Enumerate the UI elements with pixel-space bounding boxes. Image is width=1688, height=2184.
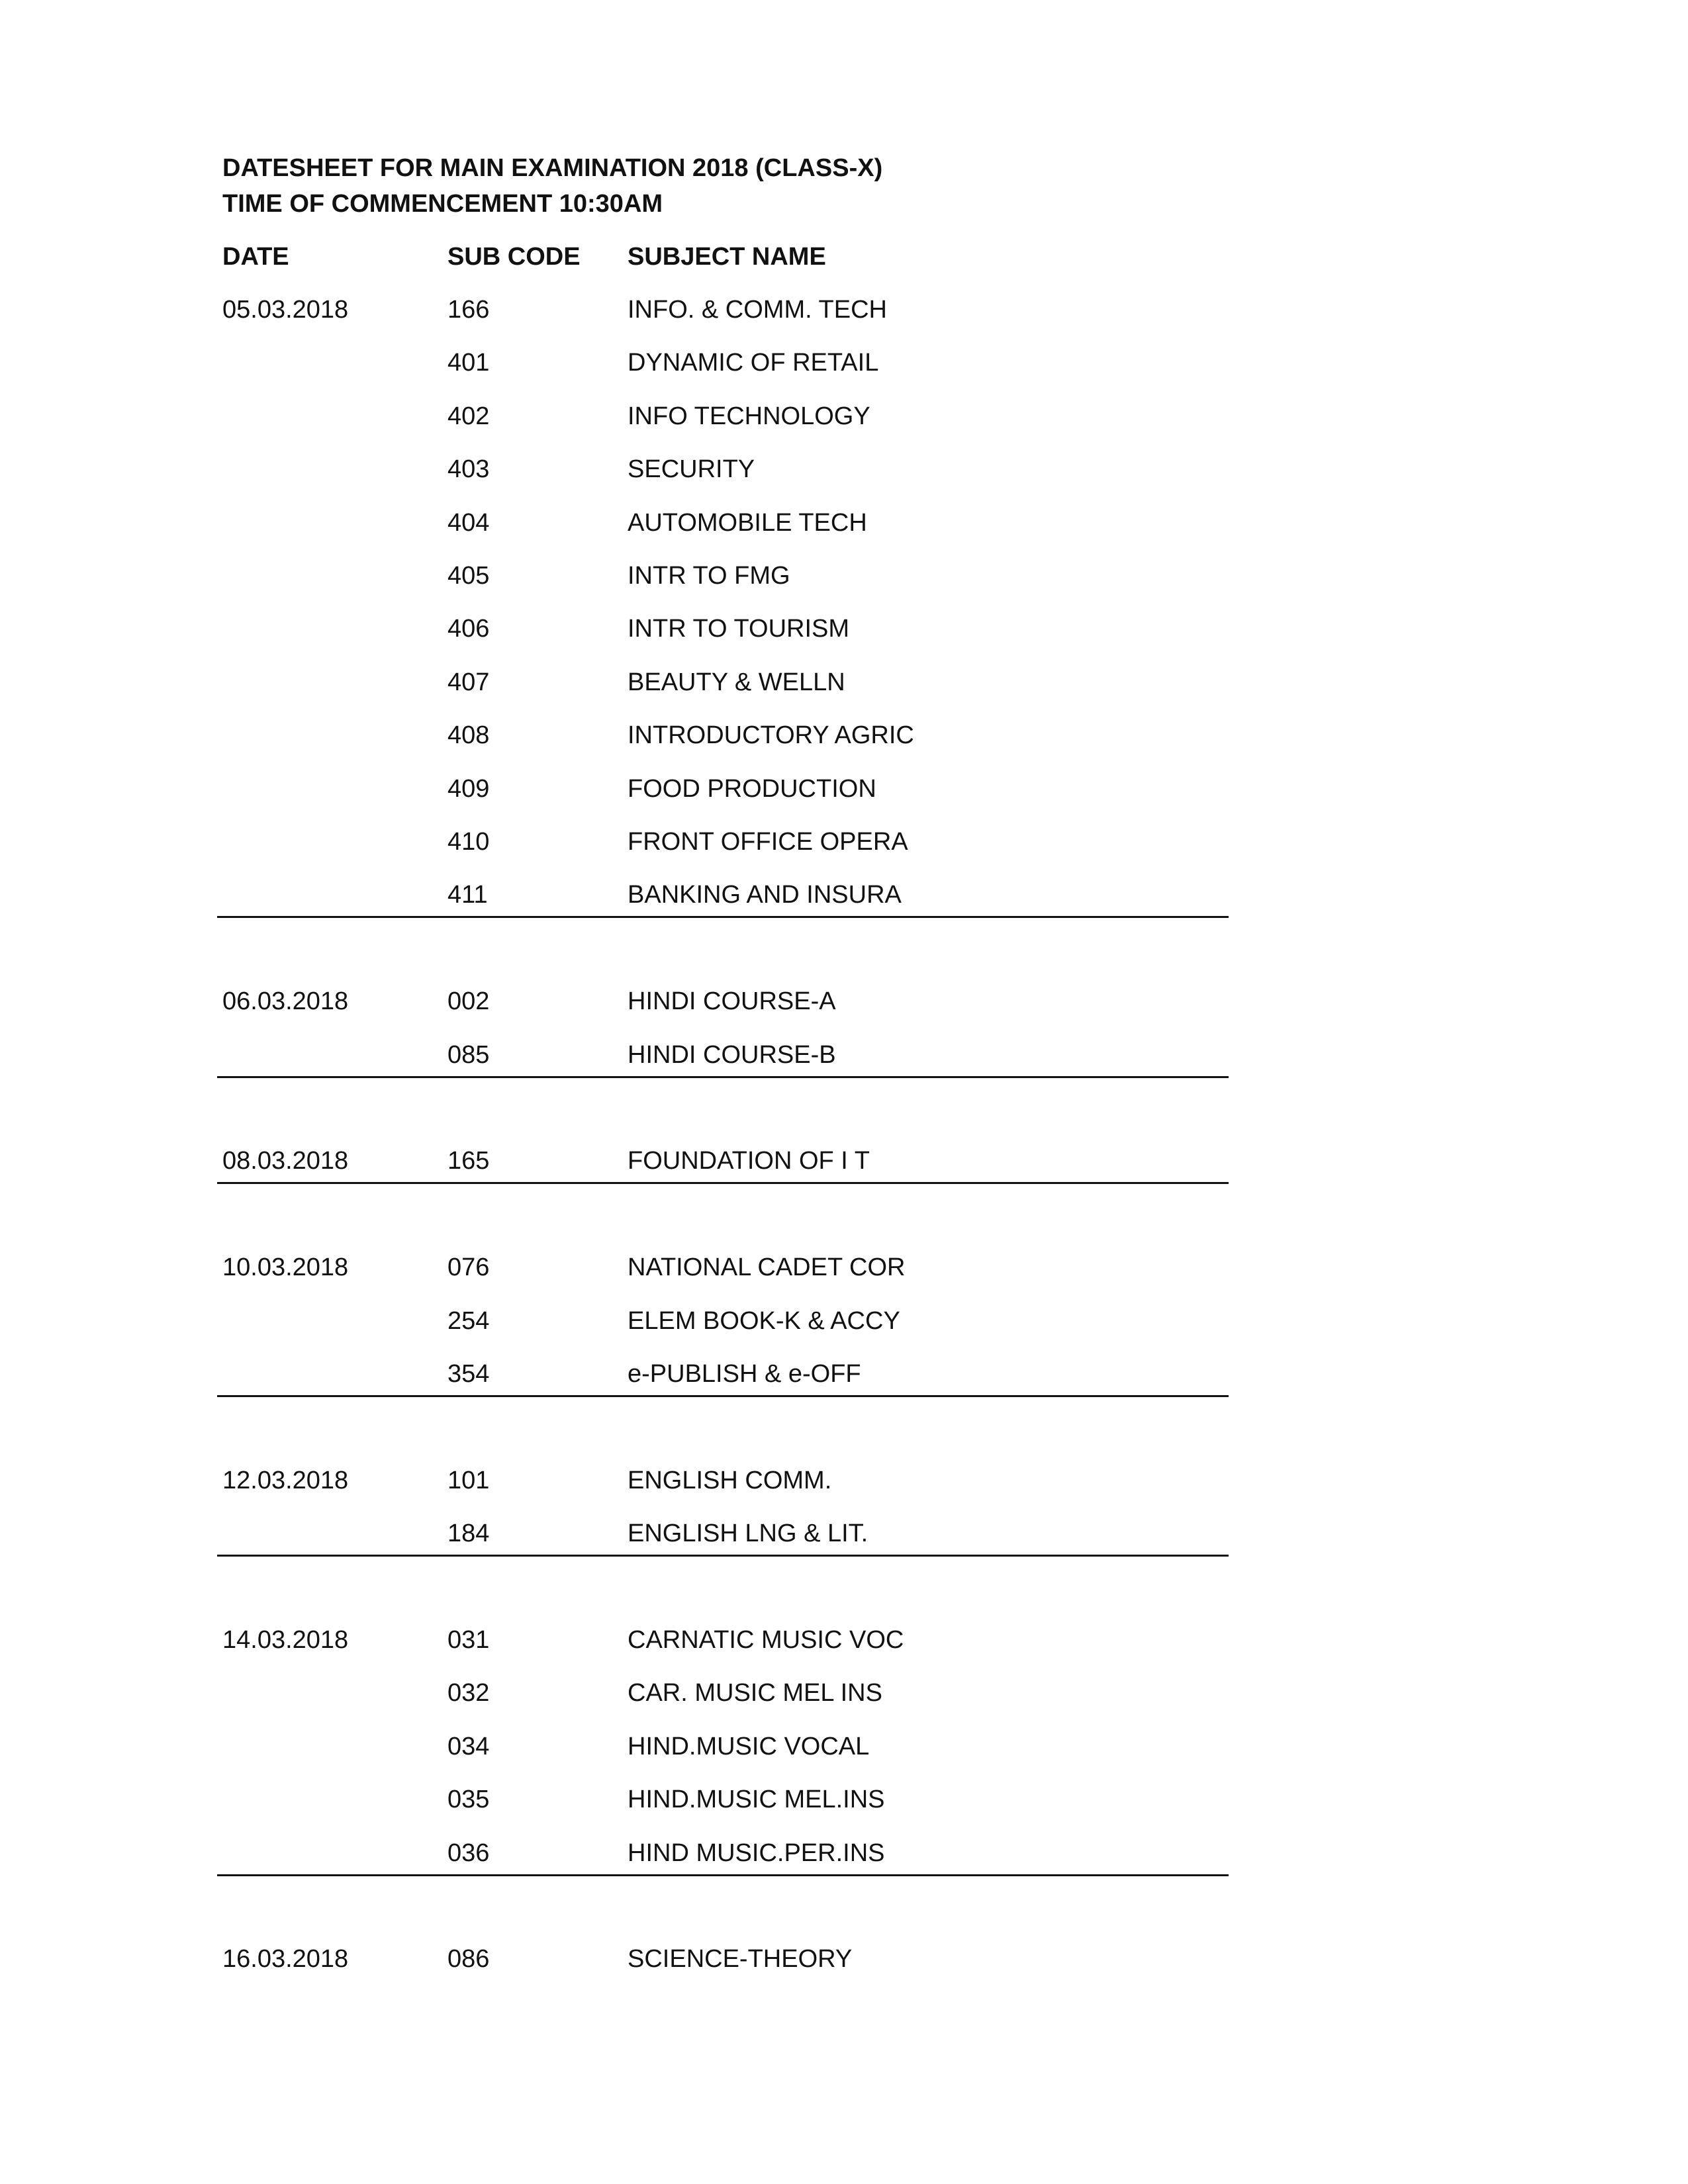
subject-name: CAR. MUSIC MEL INS (628, 1679, 882, 1707)
group-separator (217, 1076, 1229, 1078)
subject-code: 085 (447, 1040, 490, 1069)
header-sub-code: SUB CODE (447, 243, 581, 271)
subject-name: HINDI COURSE-B (628, 1040, 836, 1069)
subject-name: CARNATIC MUSIC VOC (628, 1626, 904, 1654)
subject-name: HINDI COURSE-A (628, 987, 836, 1016)
subject-code: 165 (447, 1147, 490, 1175)
subject-code: 101 (447, 1466, 490, 1494)
subject-code: 031 (447, 1626, 490, 1654)
group-separator (217, 1182, 1229, 1184)
subject-code: 410 (447, 828, 490, 856)
subject-name: FOUNDATION OF I T (628, 1147, 870, 1175)
subject-code: 404 (447, 508, 490, 537)
subject-name: HIND MUSIC.PER.INS (628, 1839, 885, 1867)
exam-date: 12.03.2018 (222, 1466, 349, 1494)
exam-date: 10.03.2018 (222, 1253, 349, 1282)
header-date: DATE (222, 243, 289, 271)
subject-code: 406 (447, 615, 490, 643)
subject-name: SECURITY (628, 455, 755, 484)
subject-code: 409 (447, 774, 490, 803)
subject-code: 408 (447, 721, 490, 750)
exam-date: 16.03.2018 (222, 1945, 349, 1974)
subject-code: 184 (447, 1520, 490, 1548)
subject-name: INTRODUCTORY AGRIC (628, 721, 914, 750)
subject-name: ELEM BOOK-K & ACCY (628, 1306, 900, 1335)
subject-code: 411 (447, 881, 488, 909)
subject-name: INTR TO TOURISM (628, 615, 850, 643)
exam-date: 06.03.2018 (222, 987, 349, 1016)
subject-name: ENGLISH LNG & LIT. (628, 1520, 868, 1548)
subject-name: INTR TO FMG (628, 562, 790, 590)
group-separator (217, 916, 1229, 918)
subject-code: 401 (447, 349, 490, 377)
subject-name: BEAUTY & WELLN (628, 668, 845, 696)
subject-code: 032 (447, 1679, 490, 1707)
subject-name: ENGLISH COMM. (628, 1466, 832, 1494)
subject-code: 035 (447, 1786, 490, 1814)
subject-code: 402 (447, 402, 490, 430)
subject-name: INFO TECHNOLOGY (628, 402, 870, 430)
subject-name: FOOD PRODUCTION (628, 774, 876, 803)
exam-date: 05.03.2018 (222, 296, 349, 324)
subject-code: 354 (447, 1360, 490, 1388)
subject-code: 403 (447, 455, 490, 484)
group-separator (217, 1555, 1229, 1557)
subject-name: BANKING AND INSURA (628, 881, 902, 909)
subject-code: 036 (447, 1839, 490, 1867)
subject-name: DYNAMIC OF RETAIL (628, 349, 879, 377)
subject-name: FRONT OFFICE OPERA (628, 828, 908, 856)
subject-name: HIND.MUSIC VOCAL (628, 1732, 870, 1760)
subject-name: e-PUBLISH & e-OFF (628, 1360, 861, 1388)
subject-name: INFO. & COMM. TECH (628, 296, 887, 324)
subject-name: SCIENCE-THEORY (628, 1945, 853, 1974)
subject-code: 407 (447, 668, 490, 696)
group-separator (217, 1874, 1229, 1876)
subject-name: HIND.MUSIC MEL.INS (628, 1786, 885, 1814)
exam-date: 08.03.2018 (222, 1147, 349, 1175)
subject-code: 076 (447, 1253, 490, 1282)
subject-code: 254 (447, 1306, 490, 1335)
subject-name: NATIONAL CADET COR (628, 1253, 906, 1282)
document-title: DATESHEET FOR MAIN EXAMINATION 2018 (CLASS-X) (222, 154, 883, 182)
subject-code: 086 (447, 1945, 490, 1974)
subject-name: AUTOMOBILE TECH (628, 508, 867, 537)
subject-code: 166 (447, 296, 490, 324)
group-separator (217, 1395, 1229, 1397)
commencement-time: TIME OF COMMENCEMENT 10:30AM (222, 190, 663, 218)
subject-code: 002 (447, 987, 490, 1016)
subject-code: 405 (447, 562, 490, 590)
header-subject-name: SUBJECT NAME (628, 243, 826, 271)
subject-code: 034 (447, 1732, 490, 1760)
exam-date: 14.03.2018 (222, 1626, 349, 1654)
